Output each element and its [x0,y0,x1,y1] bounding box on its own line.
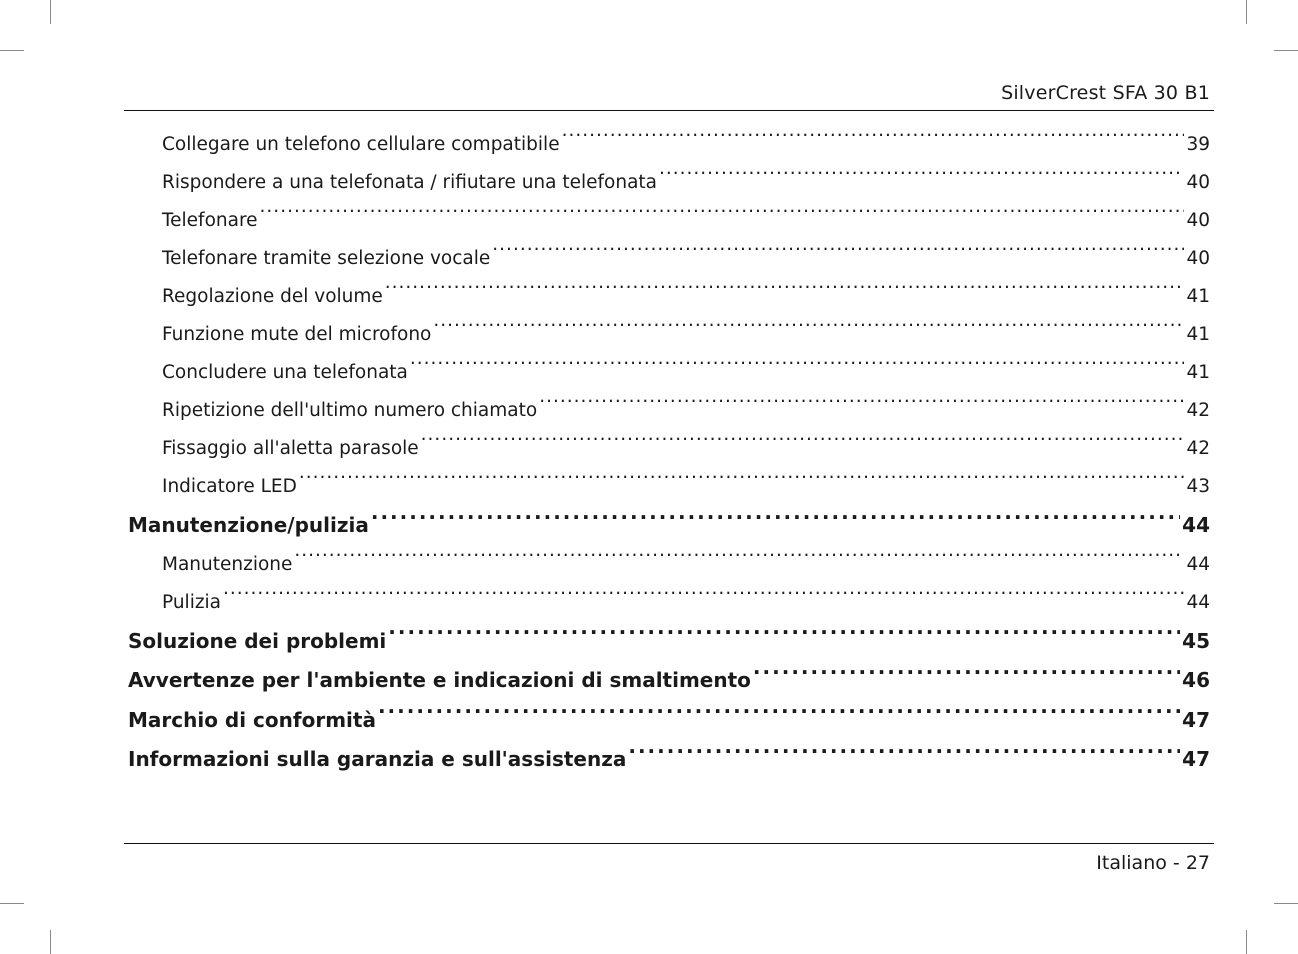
toc-entry[interactable] [128,202,1210,240]
toc-entry-page: 41 [1186,324,1210,345]
toc-entry[interactable] [128,701,1210,741]
toc-entry-page: 45 [1182,628,1210,653]
toc-entry-page: 42 [1186,400,1210,421]
crop-mark [50,0,51,24]
toc-entry[interactable] [128,240,1210,278]
toc-entry[interactable] [128,661,1210,701]
toc-dot-leader [378,707,1180,727]
toc-dot-leader [388,628,1180,648]
toc-entry-page: 41 [1186,362,1210,383]
toc-dot-leader [223,589,1184,608]
crop-mark [1274,50,1298,51]
toc-entry[interactable] [128,164,1210,202]
toc-entry-label: Ripetizione dell'ultimo numero chiamato [162,400,538,421]
footer-separator: - [1166,852,1186,874]
toc-entry-label: Fissaggio all'aletta parasole [162,438,419,459]
toc-entry-page: 40 [1186,210,1210,231]
toc-entry-page: 44 [1186,553,1210,575]
toc-dot-leader [562,132,1185,151]
crop-mark [1246,930,1247,954]
toc-entry-label: Manutenzione/pulizia [128,513,369,537]
toc-entry[interactable] [128,506,1210,546]
toc-entry-label: Indicatore LED [162,476,297,497]
toc-entry[interactable] [128,430,1210,468]
toc-dot-leader [628,746,1180,766]
footer-rule [124,843,1214,844]
toc-entry-label: Collegare un telefono cellulare compatibile [162,134,560,155]
toc-entry-page: 40 [1186,172,1210,193]
toc-dot-leader [539,398,1184,417]
toc-entry-page: 40 [1186,248,1210,269]
toc-entry[interactable] [128,584,1210,622]
toc-entry-label: Soluzione dei problemi [128,628,387,653]
footer-page-number: 27 [1185,852,1210,874]
toc-entry[interactable] [128,316,1210,354]
crop-mark [0,50,24,51]
toc-entry-label: Regolazione del volume [162,286,383,307]
toc-entry-label: Manutenzione [162,553,293,575]
toc-dot-leader [753,667,1180,687]
toc-entry[interactable] [128,622,1210,662]
toc-entry[interactable] [128,740,1210,780]
toc-entry-label: Avvertenze per l'ambiente e indicazioni di smaltimento [128,668,751,692]
crop-mark [50,930,51,954]
toc-dot-leader [410,360,1185,379]
toc-dot-leader [294,551,1184,570]
toc-entry[interactable] [128,126,1210,164]
toc-dot-leader [299,474,1185,493]
toc-dot-leader [371,512,1180,532]
toc-entry-page: 44 [1186,591,1210,613]
toc-entry[interactable] [128,278,1210,316]
toc-entry-label: Concludere una telefonata [162,362,408,383]
toc-entry-label: Funzione mute del microfono [162,324,432,345]
footer-language: Italiano [1096,852,1167,874]
crop-mark [1246,0,1247,24]
toc-entry[interactable] [128,468,1210,506]
toc-entry-label: Pulizia [162,591,222,613]
toc-entry-page: 41 [1186,286,1210,307]
toc-entry-label: Informazioni sulla garanzia e sull'assistenza [128,747,627,771]
toc-entry-page: 39 [1186,134,1210,155]
toc-entry-page: 42 [1186,438,1210,459]
toc-entry-page: 44 [1182,513,1210,537]
document-header-title: SilverCrest SFA 30 B1 [1001,82,1210,104]
header-rule [124,110,1214,111]
toc-entry-page: 43 [1186,476,1210,497]
toc-entry[interactable] [128,546,1210,584]
crop-mark [1274,903,1298,904]
toc-dot-leader [385,284,1185,303]
toc-entry[interactable] [128,392,1210,430]
toc-entry-label: Telefonare [162,210,258,231]
toc-dot-leader [492,246,1184,265]
toc-entry-page: 47 [1182,707,1210,732]
table-of-contents [128,126,1210,780]
toc-entry-label: Marchio di conformità [128,707,376,732]
toc-dot-leader [421,436,1185,455]
toc-dot-leader [433,322,1184,341]
toc-entry-page: 46 [1182,668,1210,692]
toc-entry[interactable] [128,354,1210,392]
toc-entry-label: Telefonare tramite selezione vocale [162,248,491,269]
page-footer [1096,852,1210,874]
crop-mark [0,903,24,904]
toc-entry-page: 47 [1182,747,1210,771]
toc-dot-leader [659,170,1184,189]
toc-entry-label: Rispondere a una telefonata / rifiutare una telefonata [162,172,658,193]
toc-dot-leader [260,208,1185,227]
